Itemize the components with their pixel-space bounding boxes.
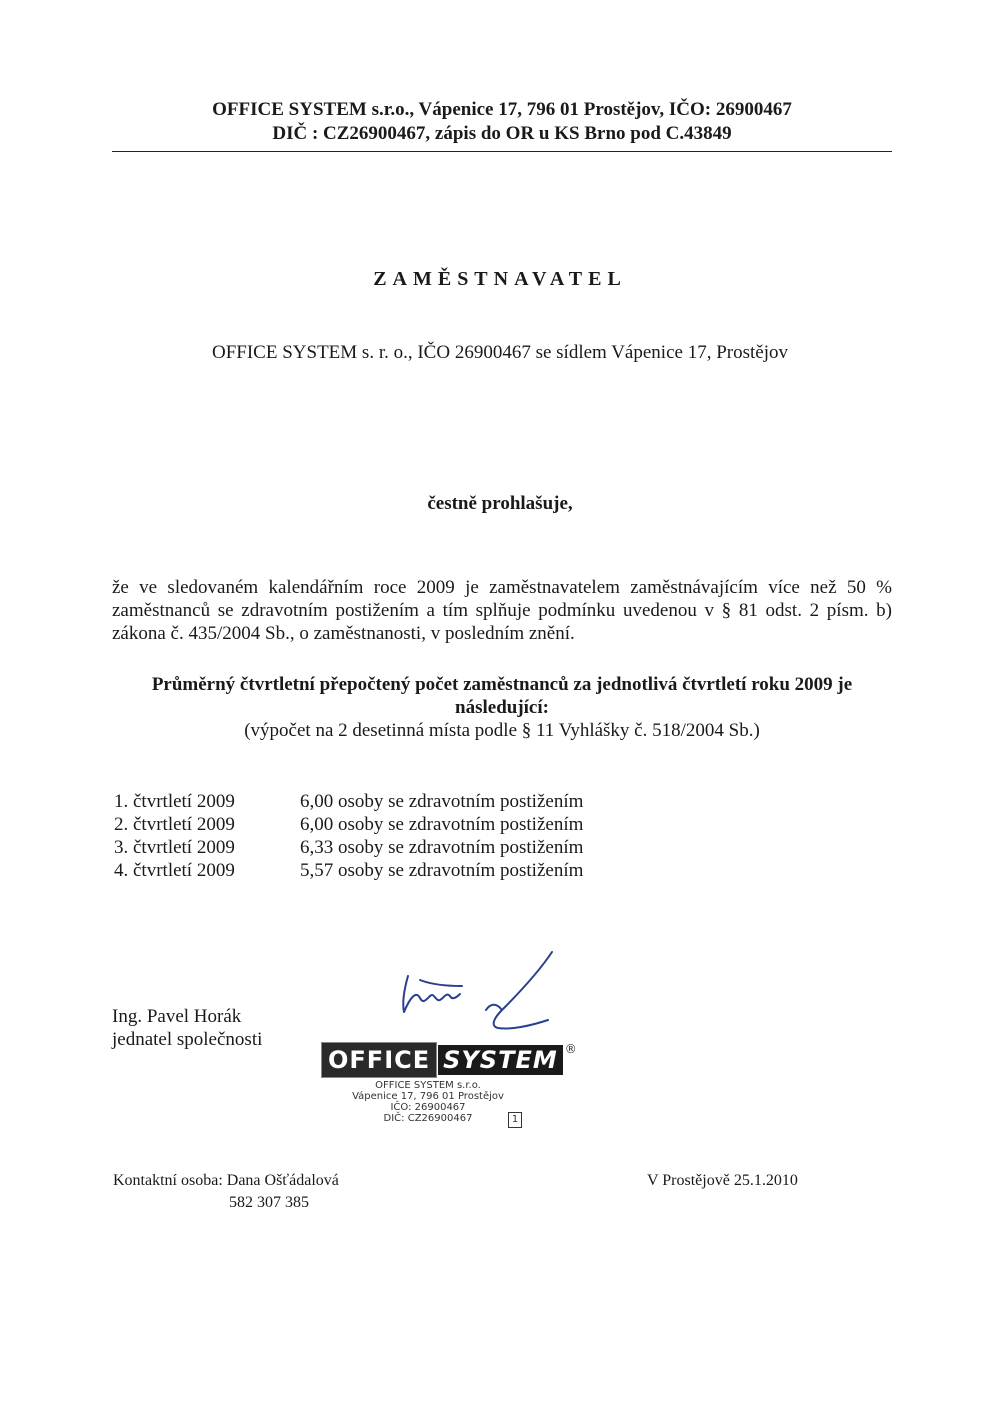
quarter-row (114, 836, 674, 859)
quarter-row (114, 859, 674, 882)
declaration-statement: že ve sledovaném kalendářním roce 2009 je zaměstnavatelem zaměstnávajícím více než 50 % zaměstnanců se zdravotním postižením a tím splňuje podmínku uvedenou v § 81 odst. 2 písm. b) zákona č. 435/2004 Sb., o zaměstnanosti, v posledním znění. (112, 577, 892, 644)
average-heading: Průměrný čtvrtletní přepočtený počet zaměstnanců za jednotlivá čtvrtletí roku 2009 je následující: (151, 674, 853, 718)
stamp-line-4: DIČ: CZ26900467 (383, 1113, 473, 1124)
letterhead-line-1: OFFICE SYSTEM s.r.o., Vápenice 17, 796 01 Prostějov, IČO: 26900467 (212, 99, 792, 120)
company-stamp (318, 1040, 577, 1140)
letterhead (112, 98, 892, 146)
logo-system-text: SYSTEM (438, 1045, 563, 1075)
signer-role: jednatel společnosti (112, 1029, 263, 1050)
employer-identification: OFFICE SYSTEM s. r. o., IČO 26900467 se sídlem Vápenice 17, Prostějov (212, 342, 788, 363)
signer-block (112, 1005, 262, 1051)
stamp-line-2: Vápenice 17, 796 01 Prostějov (352, 1091, 504, 1102)
quarter-label: 4. čtvrtletí 2009 (114, 860, 235, 881)
stamp-text (328, 1080, 528, 1124)
quarter-list (114, 790, 674, 882)
registered-mark-icon: ® (564, 1042, 577, 1056)
company-logo (322, 1042, 577, 1078)
stamp-line-3: IČO: 26900467 (390, 1102, 466, 1113)
handwritten-signature-icon (390, 940, 570, 1040)
stamp-number: 1 (508, 1112, 522, 1128)
quarter-value: 6,00 osoby se zdravotním postižením (300, 791, 584, 812)
letterhead-line-2: DIČ : CZ26900467, zápis do OR u KS Brno pod C.43849 (272, 123, 732, 144)
quarter-label: 1. čtvrtletí 2009 (114, 791, 235, 812)
quarter-row (114, 813, 674, 836)
contact-block (113, 1170, 339, 1214)
quarter-value: 6,33 osoby se zdravotním postižením (300, 837, 584, 858)
stamp-line-1: OFFICE SYSTEM s.r.o. (375, 1080, 481, 1091)
quarter-label: 3. čtvrtletí 2009 (114, 837, 235, 858)
quarter-value: 6,00 osoby se zdravotním postižením (300, 814, 584, 835)
logo-office-text: OFFICE (322, 1043, 436, 1077)
place-and-date: V Prostějově 25.1.2010 (647, 1172, 798, 1189)
average-note: (výpočet na 2 desetinná místa podle § 11 Vyhlášky č. 518/2004 Sb.) (244, 720, 760, 741)
declaration-heading: čestně prohlašuje, (427, 493, 573, 514)
signer-name: Ing. Pavel Horák (112, 1006, 242, 1027)
contact-phone: 582 307 385 (229, 1194, 309, 1211)
contact-person: Kontaktní osoba: Dana Ošťádalová (113, 1172, 339, 1189)
quarter-value: 5,57 osoby se zdravotním postižením (300, 860, 584, 881)
letterhead-divider (112, 151, 892, 152)
quarter-label: 2. čtvrtletí 2009 (114, 814, 235, 835)
document-title: ZAMĚSTNAVATEL (373, 268, 627, 290)
quarter-row (114, 790, 674, 813)
